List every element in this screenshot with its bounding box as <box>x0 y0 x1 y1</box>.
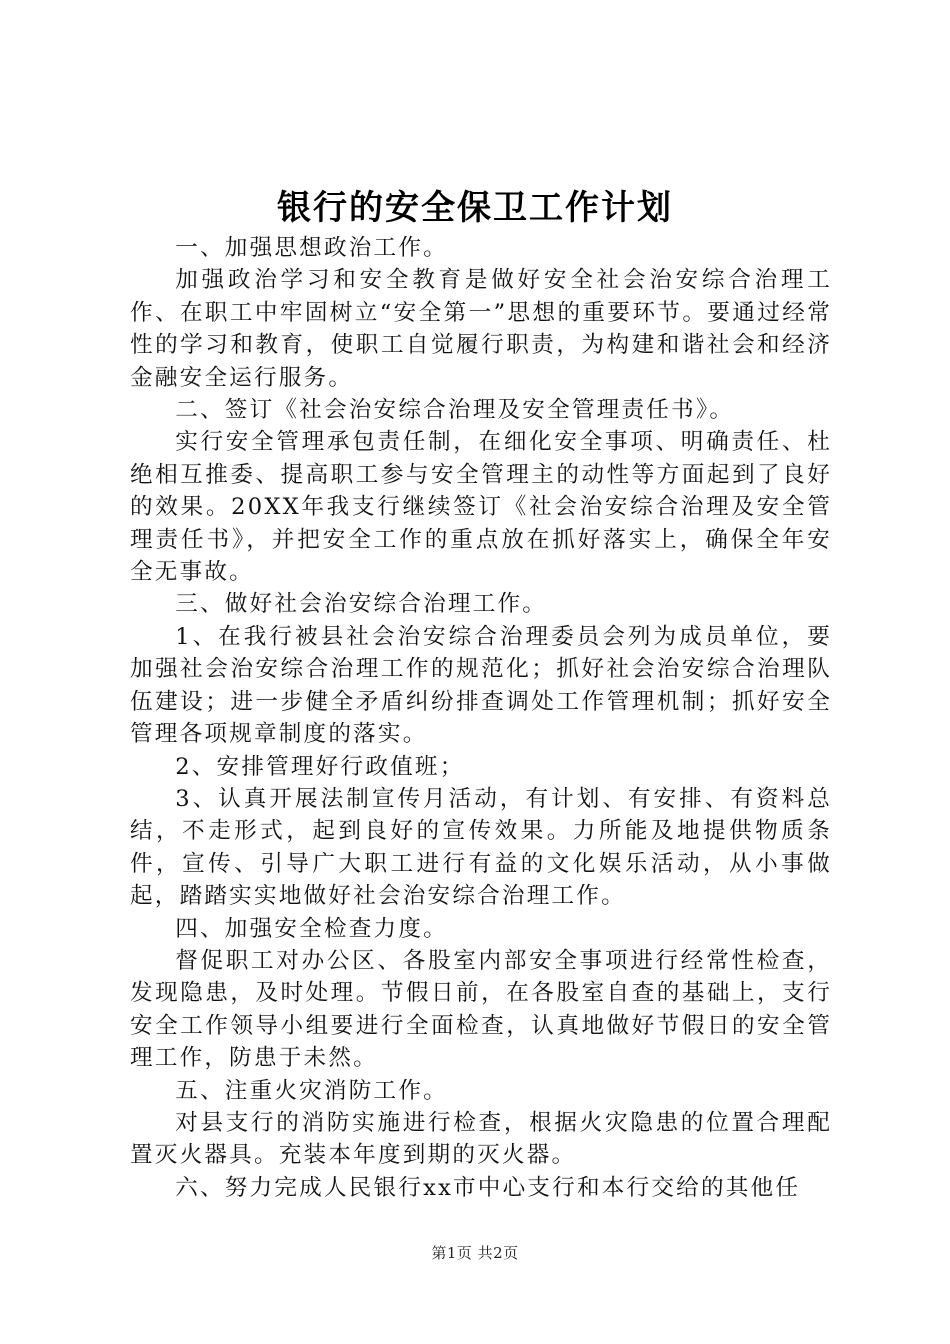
document-title: 银行的安全保卫工作计划 <box>277 188 673 228</box>
paragraph: 加强政治学习和安全教育是做好安全社会治安综合治理工作、在职工中牢固树立“安全第一”思想的重要环节。要通过经常性的学习和教育，使职工自觉履行职责，为构建和谐社会和经济金融安全运行服务。 <box>130 267 832 391</box>
section-heading-1: 一、加强思想政治工作。 <box>175 235 448 261</box>
paragraph: 3、认真开展法制宣传月活动，有计划、有安排、有资料总结，不走形式，起到良好的宣传效果。力所能及地提供物质条件，宣传、引导广大职工进行有益的文化娱乐活动，从小事做起，踏踏实实地做好社会治安综合治理工作。 <box>130 785 832 910</box>
section-heading-3: 三、做好社会治安综合治理工作。 <box>175 591 548 618</box>
section-heading-6: 六、努力完成人民银行xx市中心支行和本行交给的其他任 <box>175 1174 801 1201</box>
section-heading-5: 五、注重火灾消防工作。 <box>175 1077 448 1104</box>
page-footer: 第1页 共2页 <box>431 1244 519 1262</box>
paragraph: 实行安全管理承包责任制，在细化安全事项、明确责任、杜绝相互推委、提高职工参与安全管理主的动性等方面起到了良好的效果。20XX年我支行继续签订《社会治安综合治理及安全管理责任书》，并把安全工作的重点放在抓好落实上，确保全年安全无事故。 <box>130 429 832 586</box>
paragraph: 2、安排管理好行政值班； <box>175 753 465 780</box>
document-body <box>130 232 832 1204</box>
section-heading-4: 四、加强安全检查力度。 <box>175 915 448 942</box>
paragraph: 对县支行的消防实施进行检查，根据火灾隐患的位置合理配置灭火器具。充装本年度到期的灭火器。 <box>130 1109 832 1169</box>
paragraph: 督促职工对办公区、各股室内部安全事项进行经常性检查，发现隐患，及时处理。节假日前，在各股室自查的基础上，支行安全工作领导小组要进行全面检查，认真地做好节假日的安全管理工作，防患于未然。 <box>130 947 832 1072</box>
paragraph: 1、在我行被县社会治安综合治理委员会列为成员单位，要加强社会治安综合治理工作的规范化；抓好社会治安综合治理队伍建设；进一步健全矛盾纠纷排查调处工作管理机制；抓好安全管理各项规章制度的落实。 <box>130 623 832 748</box>
section-heading-2: 二、签订《社会治安综合治理及安全管理责任书》。 <box>175 397 735 424</box>
